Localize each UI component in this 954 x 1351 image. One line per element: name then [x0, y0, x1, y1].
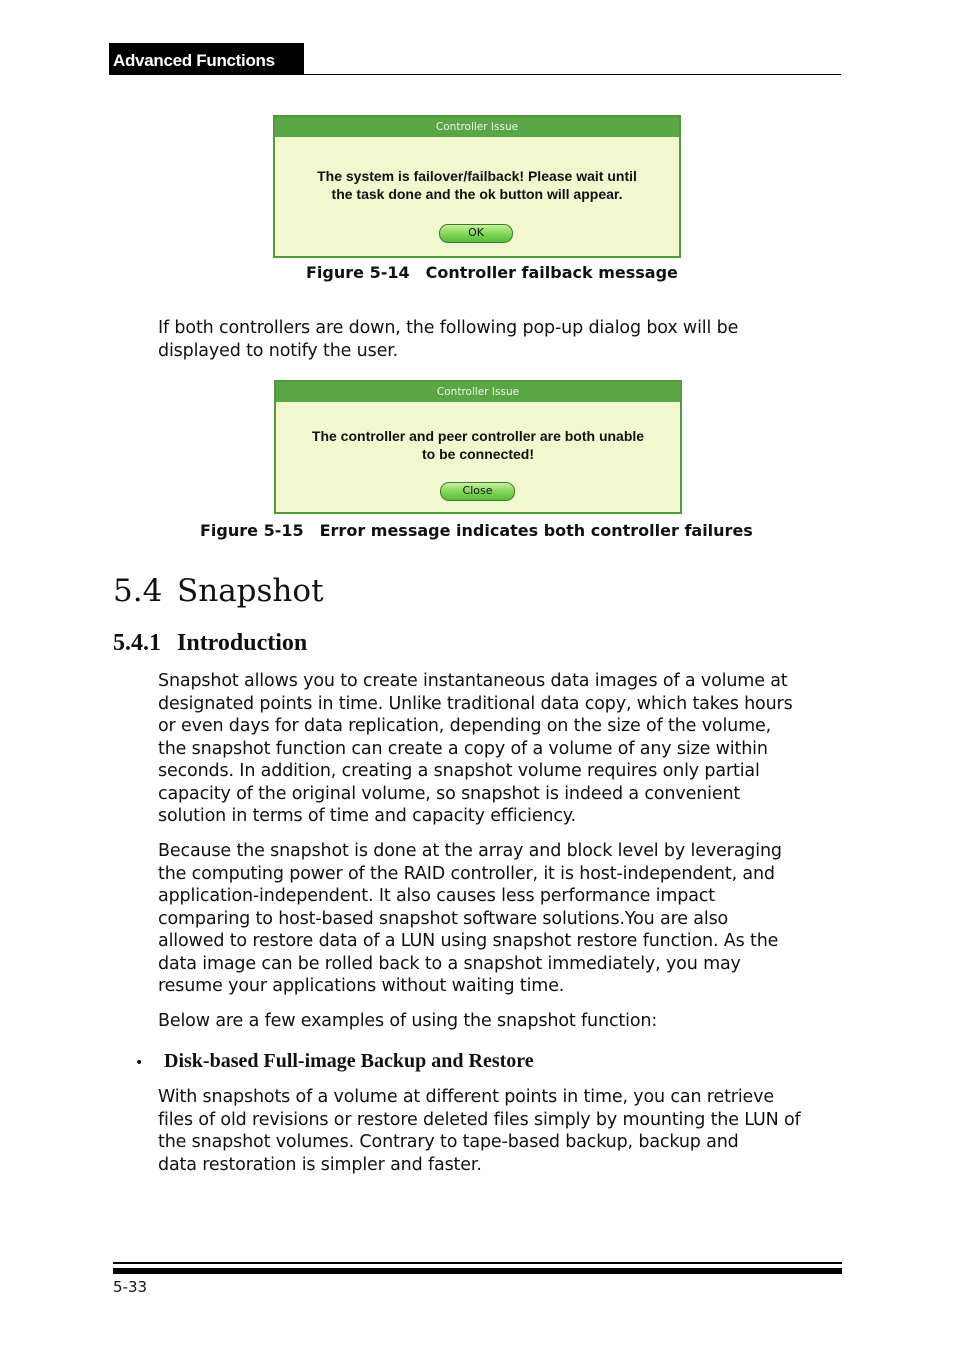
- text-line: seconds. In addition, creating a snapshot volume requires only partial: [158, 761, 760, 781]
- body-paragraph: [158, 840, 848, 998]
- running-header-section-label: Advanced Functions: [109, 43, 304, 75]
- caption-text: Controller failback message: [425, 263, 678, 282]
- footer-rule-thick: [113, 1268, 842, 1274]
- text-line: or even days for data replication, depending on the size of the volume,: [158, 716, 772, 736]
- text-line: data image can be rolled back to a snapshot immediately, you may: [158, 953, 741, 974]
- dialog-message: [275, 167, 679, 203]
- subsection-heading: [113, 630, 307, 657]
- text-line: application-independent. It also causes less performance impact: [158, 886, 715, 906]
- dialog-message-line: The controller and peer controller are both unable: [311, 428, 645, 444]
- section-number: 5.4: [113, 573, 163, 609]
- subsection-title: Introduction: [177, 630, 308, 656]
- section-title: Snapshot: [177, 573, 324, 609]
- section-heading: [113, 573, 324, 609]
- text-line: displayed to notify the user.: [158, 340, 399, 361]
- ok-button[interactable]: OK: [439, 224, 513, 243]
- body-paragraph: [158, 1010, 848, 1033]
- text-line: Snapshot allows you to create instantaneous data images of a volume at: [158, 671, 788, 691]
- text-line: allowed to restore data of a LUN using snapshot restore function. As the: [158, 931, 779, 951]
- dialog-message: [276, 427, 680, 463]
- figure-caption: [306, 263, 678, 282]
- figure-caption: [200, 521, 753, 540]
- text-line: solution in terms of time and capacity efficiency.: [158, 806, 576, 826]
- dialog-message-line: the task done and the ok button will appear.: [331, 186, 623, 202]
- text-line: capacity of the original volume, so snapshot is indeed a convenient: [158, 783, 741, 804]
- close-button[interactable]: Close: [440, 482, 515, 501]
- text-line: resume your applications without waiting time.: [158, 976, 565, 996]
- text-line: Because the snapshot is done at the array and block level by leveraging: [158, 841, 782, 861]
- text-line: the snapshot function can create a copy of a volume of any size within: [158, 738, 768, 759]
- caption-number: Figure 5-15: [200, 521, 304, 540]
- bullet-paragraph: [158, 1086, 848, 1176]
- dialog-title: Controller Issue: [275, 117, 679, 137]
- text-line: With snapshots of a volume at different points in time, you can retrieve: [158, 1087, 774, 1107]
- text-line: the computing power of the RAID controller, it is host-independent, and: [158, 863, 775, 884]
- header-rule: [109, 74, 841, 75]
- caption-text: Error message indicates both controller failures: [319, 521, 753, 540]
- footer-rule-thin: [113, 1262, 842, 1264]
- dialog-title: Controller Issue: [276, 382, 680, 402]
- dialog-message-line: to be connected!: [421, 446, 534, 462]
- body-paragraph: [158, 670, 848, 828]
- text-line: files of old revisions or restore deleted files simply by mounting the LUN of: [158, 1109, 801, 1130]
- bullet-symbol: •: [135, 1055, 144, 1071]
- failback-dialog: [273, 115, 681, 258]
- caption-number: Figure 5-14: [306, 263, 410, 282]
- text-line: designated points in time. Unlike traditional data copy, which takes hours: [158, 693, 793, 714]
- page-number: 5-33: [113, 1278, 148, 1296]
- intro-paragraph: [158, 317, 848, 362]
- text-line: Below are a few examples of using the snapshot function:: [158, 1011, 658, 1031]
- text-line: If both controllers are down, the following pop-up dialog box will be: [158, 318, 739, 338]
- subsection-number: 5.4.1: [113, 630, 161, 656]
- text-line: the snapshot volumes. Contrary to tape-based backup, backup and: [158, 1132, 739, 1152]
- bullet-heading: [135, 1050, 534, 1073]
- text-line: data restoration is simpler and faster.: [158, 1154, 482, 1175]
- text-line: comparing to host-based snapshot software solutions.You are also: [158, 908, 729, 929]
- bullet-title: Disk-based Full-image Backup and Restore: [164, 1050, 534, 1072]
- controller-error-dialog: [274, 380, 682, 514]
- dialog-message-line: The system is failover/failback! Please wait until: [317, 168, 637, 184]
